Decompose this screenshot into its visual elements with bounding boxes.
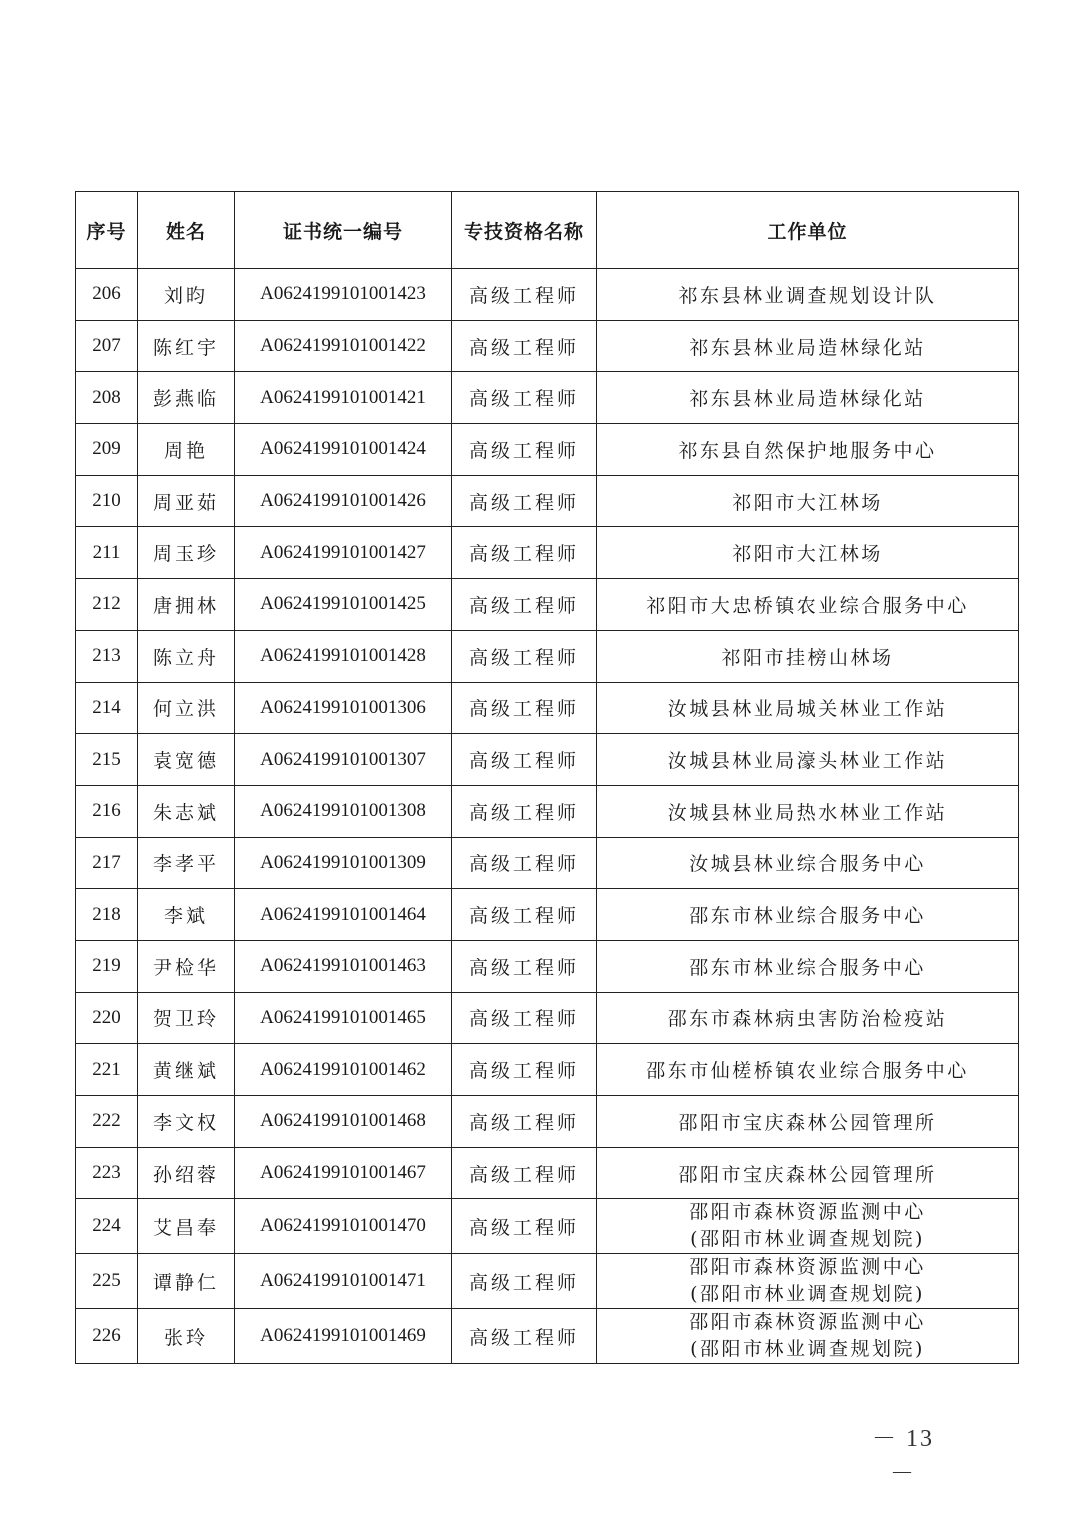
table-row	[76, 1096, 1019, 1148]
cell-certificate-id: A0624199101001467	[235, 1147, 452, 1199]
cell-work-unit: 汝城县林业局热水林业工作站	[597, 785, 1019, 837]
cell-name: 黄继斌	[138, 1044, 235, 1096]
table-row	[76, 269, 1019, 321]
cell-qualification: 高级工程师	[452, 475, 597, 527]
work-unit-line-1: 邵阳市森林资源监测中心	[689, 1311, 926, 1334]
cell-name: 李斌	[138, 889, 235, 941]
work-unit-line-1: 邵阳市森林资源监测中心	[689, 1256, 926, 1279]
cell-certificate-id: A0624199101001470	[235, 1199, 452, 1254]
table-row	[76, 372, 1019, 424]
table-row	[76, 992, 1019, 1044]
cell-serial-no: 213	[76, 630, 138, 682]
cell-work-unit: 祁阳市大江林场	[597, 527, 1019, 579]
cell-qualification: 高级工程师	[452, 1044, 597, 1096]
cell-work-unit: 汝城县林业局濠头林业工作站	[597, 734, 1019, 786]
cell-certificate-id: A0624199101001309	[235, 837, 452, 889]
cell-certificate-id: A0624199101001471	[235, 1254, 452, 1309]
table-row	[76, 889, 1019, 941]
cell-serial-no: 225	[76, 1254, 138, 1309]
cell-certificate-id: A0624199101001468	[235, 1096, 452, 1148]
cell-qualification: 高级工程师	[452, 682, 597, 734]
cell-qualification: 高级工程师	[452, 992, 597, 1044]
table-row	[76, 837, 1019, 889]
cell-serial-no: 222	[76, 1096, 138, 1148]
cell-qualification: 高级工程师	[452, 579, 597, 631]
cell-serial-no: 206	[76, 269, 138, 321]
cell-certificate-id: A0624199101001422	[235, 320, 452, 372]
cell-name: 周亚茹	[138, 475, 235, 527]
table-header-row	[76, 192, 1019, 269]
work-unit-line-1: 邵阳市森林资源监测中心	[689, 1201, 926, 1224]
cell-certificate-id: A0624199101001469	[235, 1309, 452, 1364]
table-row	[76, 527, 1019, 579]
cell-certificate-id: A0624199101001427	[235, 527, 452, 579]
cell-work-unit: 汝城县林业综合服务中心	[597, 837, 1019, 889]
cell-qualification: 高级工程师	[452, 320, 597, 372]
cell-name: 彭燕临	[138, 372, 235, 424]
cell-work-unit: 祁阳市大江林场	[597, 475, 1019, 527]
cell-certificate-id: A0624199101001428	[235, 630, 452, 682]
table-row	[76, 682, 1019, 734]
cell-serial-no: 220	[76, 992, 138, 1044]
cell-work-unit: 汝城县林业局城关林业工作站	[597, 682, 1019, 734]
cell-name: 唐拥林	[138, 579, 235, 631]
cell-serial-no: 209	[76, 424, 138, 476]
cell-name: 李文权	[138, 1096, 235, 1148]
cell-work-unit	[597, 1309, 1019, 1364]
cell-serial-no: 217	[76, 837, 138, 889]
cell-name: 孙绍蓉	[138, 1147, 235, 1199]
work-unit-line-2: (邵阳市林业调查规划院)	[690, 1338, 925, 1361]
cell-serial-no: 223	[76, 1147, 138, 1199]
cell-qualification: 高级工程师	[452, 734, 597, 786]
cell-serial-no: 212	[76, 579, 138, 631]
table-row	[76, 424, 1019, 476]
cell-serial-no: 214	[76, 682, 138, 734]
cell-certificate-id: A0624199101001306	[235, 682, 452, 734]
cell-certificate-id: A0624199101001426	[235, 475, 452, 527]
cell-qualification: 高级工程师	[452, 630, 597, 682]
cell-work-unit: 祁东县林业局造林绿化站	[597, 320, 1019, 372]
work-unit-line-2: (邵阳市林业调查规划院)	[690, 1283, 925, 1306]
cell-serial-no: 226	[76, 1309, 138, 1364]
cell-certificate-id: A0624199101001465	[235, 992, 452, 1044]
cell-work-unit: 邵阳市宝庆森林公园管理所	[597, 1147, 1019, 1199]
table-row	[76, 1044, 1019, 1096]
cell-name: 袁宽德	[138, 734, 235, 786]
cell-serial-no: 208	[76, 372, 138, 424]
cell-certificate-id: A0624199101001307	[235, 734, 452, 786]
cell-name: 谭静仁	[138, 1254, 235, 1309]
cell-name: 贺卫玲	[138, 992, 235, 1044]
cell-certificate-id: A0624199101001421	[235, 372, 452, 424]
cell-name: 陈立舟	[138, 630, 235, 682]
cell-certificate-id: A0624199101001425	[235, 579, 452, 631]
cell-qualification: 高级工程师	[452, 837, 597, 889]
cell-name: 何立洪	[138, 682, 235, 734]
cell-work-unit: 邵东市林业综合服务中心	[597, 889, 1019, 941]
cell-serial-no: 216	[76, 785, 138, 837]
table-row	[76, 1254, 1019, 1309]
cell-name: 周艳	[138, 424, 235, 476]
cell-name: 尹检华	[138, 940, 235, 992]
work-unit-line-2: (邵阳市林业调查规划院)	[690, 1228, 925, 1251]
table-body	[76, 269, 1019, 1364]
table-row	[76, 630, 1019, 682]
cell-work-unit: 邵阳市宝庆森林公园管理所	[597, 1096, 1019, 1148]
cell-qualification: 高级工程师	[452, 527, 597, 579]
cell-work-unit: 邵东市森林病虫害防治检疫站	[597, 992, 1019, 1044]
cell-work-unit: 邵东市林业综合服务中心	[597, 940, 1019, 992]
cell-work-unit: 祁阳市挂榜山林场	[597, 630, 1019, 682]
cell-work-unit	[597, 1254, 1019, 1309]
cell-serial-no: 224	[76, 1199, 138, 1254]
table-row	[76, 785, 1019, 837]
cell-qualification: 高级工程师	[452, 1309, 597, 1364]
header-qualification: 专技资格名称	[452, 192, 597, 269]
cell-qualification: 高级工程师	[452, 1096, 597, 1148]
cell-qualification: 高级工程师	[452, 785, 597, 837]
header-certificate-id: 证书统一编号	[235, 192, 452, 269]
cell-work-unit	[597, 1199, 1019, 1254]
cell-qualification: 高级工程师	[452, 940, 597, 992]
cell-name: 周玉珍	[138, 527, 235, 579]
cell-work-unit: 祁东县林业调查规划设计队	[597, 269, 1019, 321]
cell-qualification: 高级工程师	[452, 1147, 597, 1199]
header-serial-no: 序号	[76, 192, 138, 269]
table-row	[76, 320, 1019, 372]
cell-name: 朱志斌	[138, 785, 235, 837]
personnel-table	[75, 191, 1019, 1364]
page-number: － 13 －	[872, 1426, 934, 1487]
header-work-unit: 工作单位	[597, 192, 1019, 269]
header-name: 姓名	[138, 192, 235, 269]
cell-name: 李孝平	[138, 837, 235, 889]
cell-work-unit: 祁东县自然保护地服务中心	[597, 424, 1019, 476]
cell-certificate-id: A0624199101001464	[235, 889, 452, 941]
cell-name: 艾昌奉	[138, 1199, 235, 1254]
table-row	[76, 734, 1019, 786]
cell-qualification: 高级工程师	[452, 372, 597, 424]
cell-qualification: 高级工程师	[452, 269, 597, 321]
cell-certificate-id: A0624199101001424	[235, 424, 452, 476]
table-row	[76, 579, 1019, 631]
cell-serial-no: 219	[76, 940, 138, 992]
table-row	[76, 1309, 1019, 1364]
cell-certificate-id: A0624199101001308	[235, 785, 452, 837]
cell-certificate-id: A0624199101001463	[235, 940, 452, 992]
cell-certificate-id: A0624199101001423	[235, 269, 452, 321]
table-row	[76, 940, 1019, 992]
cell-name: 张玲	[138, 1309, 235, 1364]
cell-certificate-id: A0624199101001462	[235, 1044, 452, 1096]
cell-serial-no: 211	[76, 527, 138, 579]
table-row	[76, 1199, 1019, 1254]
cell-work-unit: 祁阳市大忠桥镇农业综合服务中心	[597, 579, 1019, 631]
cell-work-unit: 祁东县林业局造林绿化站	[597, 372, 1019, 424]
cell-qualification: 高级工程师	[452, 1254, 597, 1309]
table-row	[76, 1147, 1019, 1199]
cell-qualification: 高级工程师	[452, 1199, 597, 1254]
cell-serial-no: 210	[76, 475, 138, 527]
cell-serial-no: 207	[76, 320, 138, 372]
cell-qualification: 高级工程师	[452, 424, 597, 476]
cell-qualification: 高级工程师	[452, 889, 597, 941]
cell-serial-no: 215	[76, 734, 138, 786]
cell-serial-no: 218	[76, 889, 138, 941]
cell-serial-no: 221	[76, 1044, 138, 1096]
table-row	[76, 475, 1019, 527]
cell-name: 刘昀	[138, 269, 235, 321]
cell-name: 陈红宇	[138, 320, 235, 372]
cell-work-unit: 邵东市仙槎桥镇农业综合服务中心	[597, 1044, 1019, 1096]
